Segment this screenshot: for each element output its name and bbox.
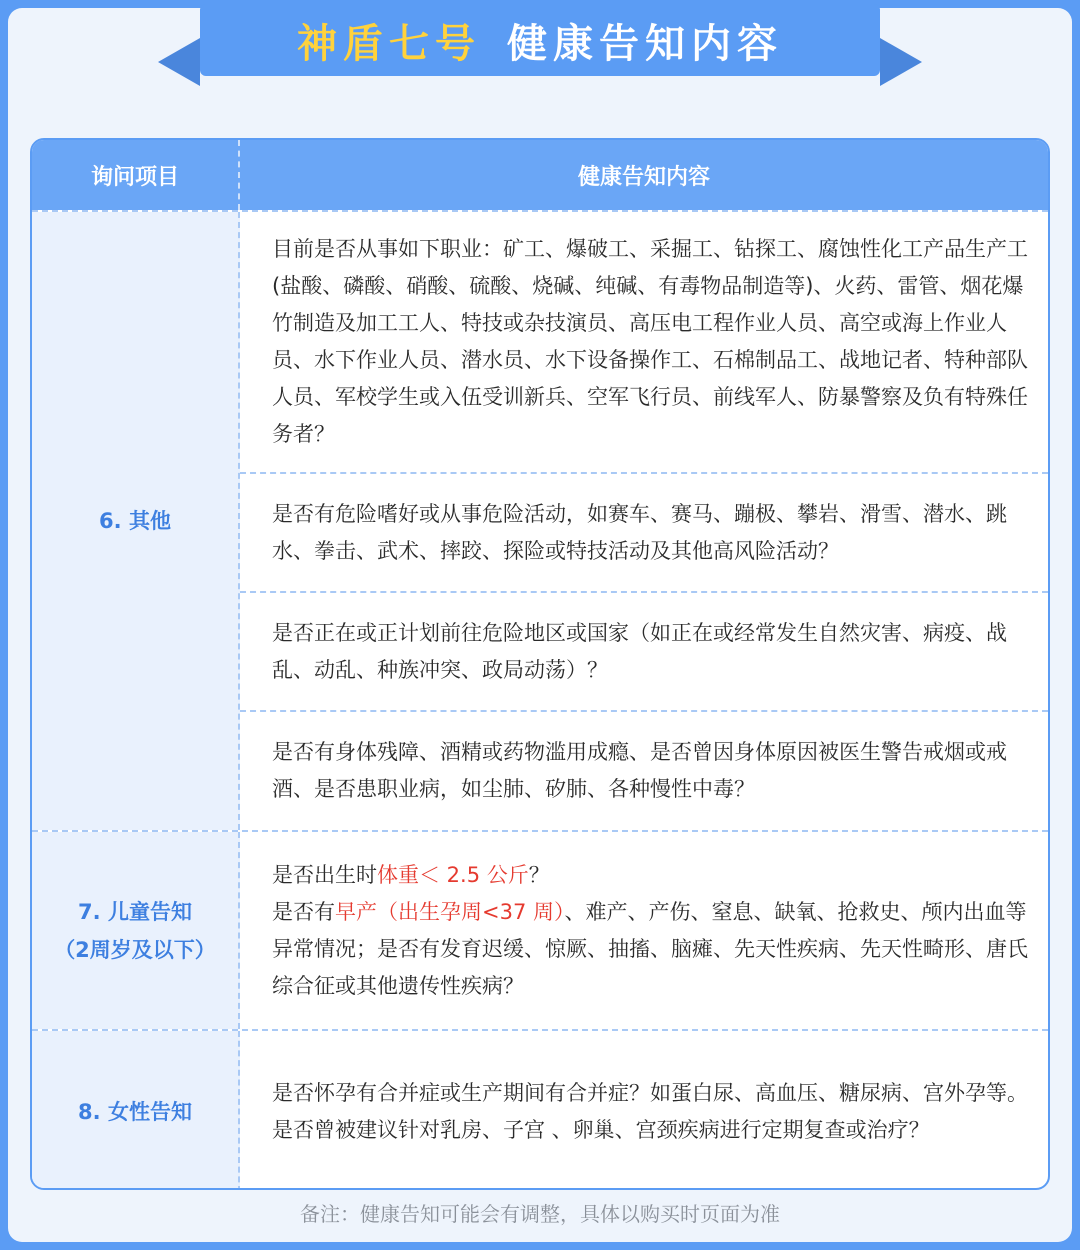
question-occupation: 目前是否从事如下职业：矿工、爆破工、采掘工、钻探工、腐蚀性化工产品生产工(盐酸、磷酸、硝酸、硫酸、烧碱、纯碱、有毒物品制造等)、火药、雷管、烟花爆竹制造及加工工人、特技或杂技演员、高压电工程作业人员、高空或海上作业人员、水下作业人员、潜水员、水下设备操作工、石棉制品工、战地记者、特种部队人员、军校学生或入伍受训新兵、空军飞行员、前线军人、防暴警察及负有特殊任务者？ xyxy=(272,237,1028,446)
question-disability: 是否有身体残障、酒精或药物滥用成瘾、是否曾因身体原因被医生警告戒烟或戒酒、是否患职业病，如尘肺、矽肺、各种慢性中毒？ xyxy=(240,710,1048,830)
title-banner xyxy=(200,4,880,76)
section-content xyxy=(240,1031,1048,1190)
highlight-premature: 早产（出生孕周<37 周） xyxy=(335,899,565,924)
question-hobbies: 是否有危险嗜好或从事危险活动，如赛车、赛马、蹦极、攀岩、滑雪、潜水、跳水、拳击、武术、摔跤、探险或特技活动及其他高风险活动？ xyxy=(240,472,1048,591)
table-header xyxy=(32,140,1048,210)
question-travel: 是否正在或正计划前往危险地区或国家（如正在或经常发生自然灾害、病疫、战乱、动乱、种族冲突、政局动荡）？ xyxy=(240,591,1048,710)
brand-name: 神盾七号 xyxy=(297,20,481,67)
header-item: 询问项目 xyxy=(32,140,240,210)
section-content xyxy=(240,212,1048,830)
section-content xyxy=(240,832,1048,1029)
question-birth: 是否出生时体重＜ 2.5 公斤？ 是否有早产（出生孕周<37 周）、难产、产伤、窒息、缺氧、抢救史、颅内出血等异常情况；是否有发育迟缓、惊厥、抽搐、脑瘫、先天性疾病、先天性畸形、唐氏综合征或其他遗传性疾病？ xyxy=(272,862,1028,998)
footnote: 备注：健康告知可能会有调整，具体以购买时页面为准 xyxy=(300,1202,780,1226)
section-other xyxy=(32,210,1048,830)
section-label: 8. 女性告知 xyxy=(32,1031,240,1190)
banner-title: 健康告知内容 xyxy=(507,20,783,67)
section-label: 7. 儿童告知 （2周岁及以下） xyxy=(32,832,240,1029)
highlight-weight: 体重＜ 2.5 公斤 xyxy=(377,862,529,887)
section-female xyxy=(32,1029,1048,1190)
banner-ribbon-right xyxy=(880,38,922,86)
banner-ribbon-left xyxy=(158,38,200,86)
section-children xyxy=(32,830,1048,1029)
header-content: 健康告知内容 xyxy=(577,164,710,190)
section-label: 6. 其他 xyxy=(32,212,240,830)
health-disclosure-table xyxy=(30,138,1050,1190)
question-pregnancy: 是否怀孕有合并症或生产期间有合并症？如蛋白尿、高血压、糖尿病、宫外孕等。 是否曾被建议针对乳房、子宫 、卵巢、宫颈疾病进行定期复查或治疗？ xyxy=(272,1080,1028,1142)
